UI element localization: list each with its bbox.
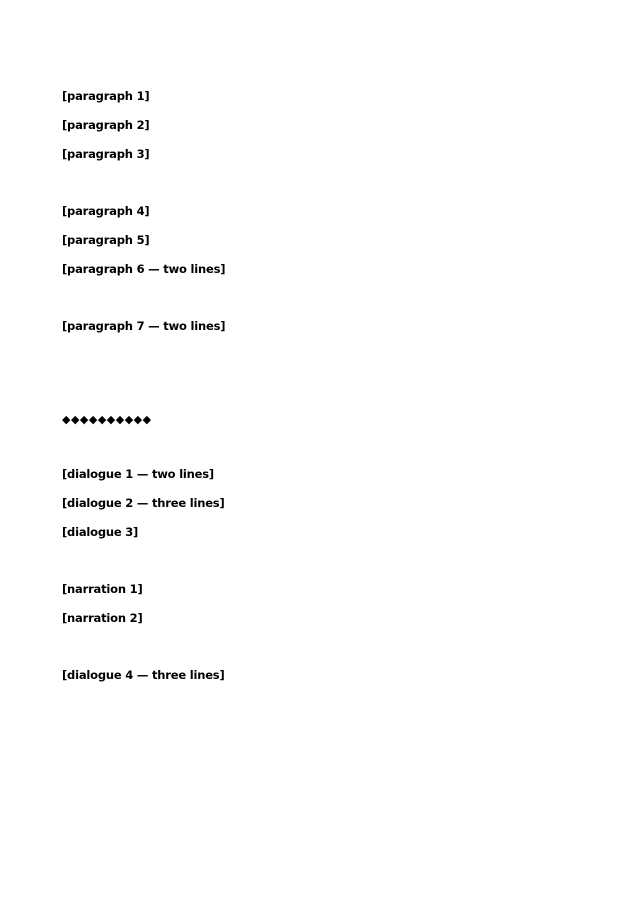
body-paragraph: [dialogue 4 — three lines] <box>62 668 225 682</box>
spacer <box>62 426 596 466</box>
body-paragraph: [narration 2] <box>62 611 143 625</box>
spacer <box>62 278 596 318</box>
spacer <box>62 249 596 261</box>
body-paragraph: [dialogue 3] <box>62 525 139 539</box>
spacer <box>62 335 596 413</box>
spacer <box>62 163 596 203</box>
spacer <box>62 220 596 232</box>
body-paragraph: [paragraph 2] <box>62 118 150 132</box>
body-paragraph: [dialogue 2 — three lines] <box>62 496 225 510</box>
body-paragraph: [paragraph 1] <box>62 89 150 103</box>
body-paragraph: [dialogue 1 — two lines] <box>62 467 214 481</box>
body-paragraph: [narration 1] <box>62 582 143 596</box>
body-paragraph: [paragraph 4] <box>62 204 150 218</box>
spacer <box>62 105 596 117</box>
body-paragraph: [paragraph 6 — two lines] <box>62 262 226 276</box>
body-paragraph: [paragraph 5] <box>62 233 150 247</box>
spacer <box>62 483 596 495</box>
spacer <box>62 134 596 146</box>
body-paragraph: [paragraph 3] <box>62 147 150 161</box>
section-divider: ◆◆◆◆◆◆◆◆◆◆ <box>62 413 152 426</box>
spacer <box>62 541 596 581</box>
spacer <box>62 598 596 610</box>
spacer <box>62 512 596 524</box>
body-paragraph: [paragraph 7 — two lines] <box>62 319 226 333</box>
spacer <box>62 627 596 667</box>
